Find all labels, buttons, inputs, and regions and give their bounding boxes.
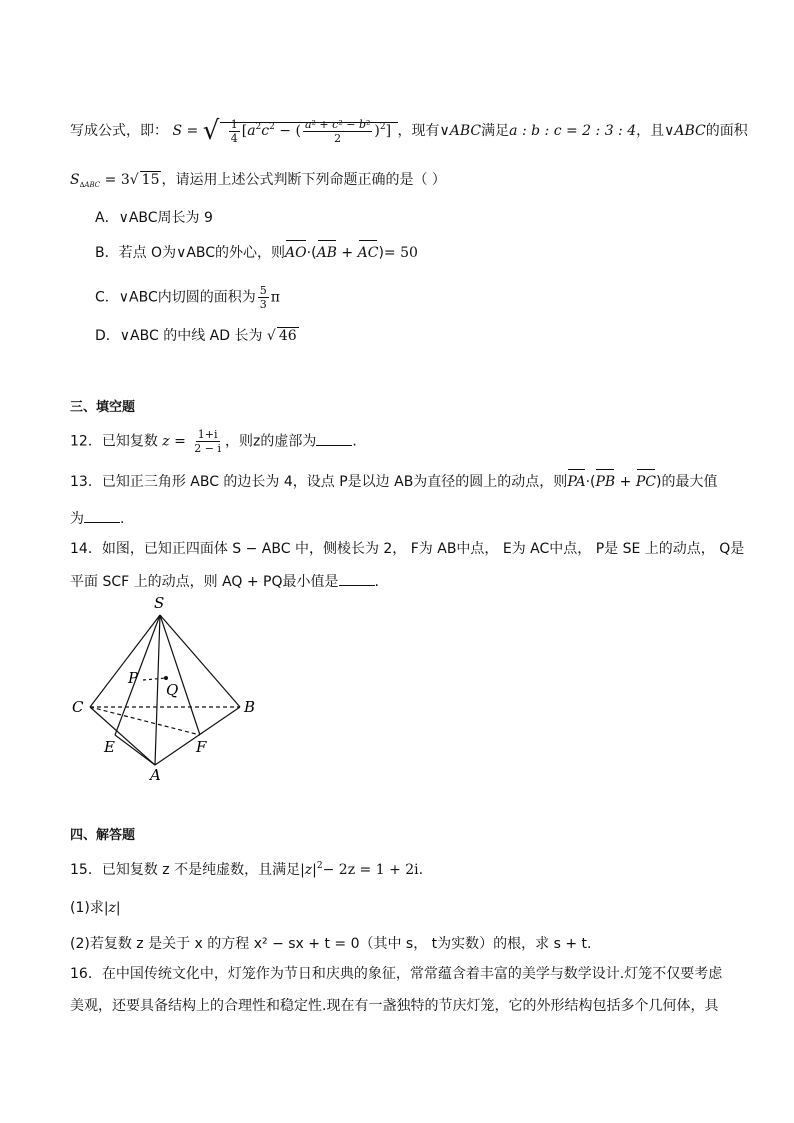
q11-line1 [70,117,748,145]
q16-line1: 16．在中国传统文化中，灯笼作为节日和庆典的象征，常常蕴含着丰富的美学与数学设计.灯笼不仅要考虑 [70,966,723,982]
triangle-symbol-2: ∨ABC [664,123,706,139]
option-b: B．若点 O为∨ABC的外心，则AO·(AB + AC)= 50 [95,245,418,261]
vector-ab: AB [316,245,337,261]
label-b: B [244,698,256,716]
option-c-pi: π [270,289,280,306]
label-a: A [150,766,161,784]
q11-line1-text-d: ，且 [636,123,665,139]
q14-line1: 14．如图，已知正四面体 S − ABC 中，侧棱长为 2， F为 AB中点， E为 AC中点， P是 SE 上的动点， Q是 [70,541,745,557]
q11-line1-text-b: ，现有 [397,123,440,139]
q11-line1-prefix: 写成公式，即： [70,123,168,139]
option-d-radicand: 46 [278,328,297,344]
option-d-text: D．∨ABC 的中线 AD 长为 [95,328,263,344]
label-e: E [104,738,115,756]
option-c [95,284,280,311]
q12-end: . [352,433,357,450]
q14-line2 [70,571,379,592]
q16-line2: 美观，还要具备结构上的合理性和稳定性.现在有一盏独特的节庆灯笼，它的外形结构包括多个几何体，具 [70,998,719,1014]
vector-pa: PA [567,474,586,490]
q14-blank [339,571,375,586]
q13-blank [84,508,120,523]
q15-text: 15．已知复数 z 不是纯虚数，且满足 [70,862,301,878]
option-b-value: = 50 [383,245,418,261]
q11-line1-text-e: 的面积 [705,123,748,139]
q15-part2: (2)若复数 z 是关于 x 的方程 x² − sx + t = 0（其中 s， t为实数）的根，求 s + t. [70,936,592,952]
vector-pb: PB [595,474,616,490]
area-formula: S = √ $\frac{1}{4}$ [$a^2c^2$ − ( $\frac{\text{a² + c² − b²}}{2}$ )$^2$] [172,116,396,146]
q12-text: 12．已知复数 [70,433,158,450]
triangle-symbol: ∨ABC [439,123,482,139]
q13-line1: 13．已知正三角形 ABC 的边长为 4，设点 P是以边 AB为直径的圆上的动点，则PA·(PB + PC)的最大值 [70,474,718,490]
area-label: S [70,172,80,188]
q13-post: 的最大值 [661,474,718,490]
option-c-den: 3 [259,298,267,311]
section-4-title: 四、解答题 [70,828,136,843]
vector-pc: PC [635,474,656,490]
q11-prompt: ，请运用上述公式判断下列命题正确的是（ ） [161,172,446,188]
label-s: S [154,595,165,612]
q13-line2-text: 为 [70,511,84,527]
q11-line2: $S_{\Delta ABC} = 3√$ 15 ，请运用上述公式判断下列命题正确的是（ ） [70,172,446,189]
q12: 12．已知复数 z = $\frac{1+i}{2 - i}$ ，则z的虚部为 . [70,428,357,455]
q15-equation: − 2z = 1 + 2i [322,862,419,878]
area-radicand: 15 [141,172,160,188]
q13-line2 [70,508,124,529]
q15-line1: 15．已知复数 z 不是纯虚数，且满足$|z|^2- 2z = 1 + 2i$. [70,861,424,878]
side-ratio: a : b : c = 2 : 3 : 4 [509,123,637,139]
q12-den: 2 − i [194,442,222,455]
q12-blank [316,431,352,446]
q15-part1-text: (1)求 [70,900,104,916]
q14-end: . [374,574,379,590]
option-d: D．∨ABC 的中线 AD 长为 √ 46 [95,328,297,344]
section-3-title: 三、填空题 [70,400,136,415]
q11-line1-text-c: 满足 [481,123,510,139]
label-p: P [128,669,139,687]
q12-num: 1+i [197,428,218,441]
q12-post: ，则z的虚部为 [225,433,317,450]
vector-ao: AO [285,245,307,261]
label-c: C [72,698,84,716]
area-value: 3 [120,172,130,188]
option-a: A．∨ABC周长为 9 [95,210,213,226]
option-c-text: C．∨ABC内切圆的面积为 [95,289,256,306]
q13-end: . [120,511,125,527]
label-q: Q [166,681,179,699]
tetrahedron-figure [60,595,270,785]
option-c-num: 5 [259,284,267,297]
q13-text: 13．已知正三角形 ABC 的边长为 4，设点 P是以边 AB为直径的圆上的动点，则 [70,474,568,490]
q15-end: . [418,862,424,878]
option-b-text: B．若点 O为∨ABC的外心，则 [95,245,286,261]
vector-ac: AC [357,245,379,261]
q15-part1: (1)求|z| [70,900,121,916]
label-f: F [196,738,207,756]
q14-line2-text: 平面 SCF 上的动点，则 AQ + PQ最小值是 [70,574,339,590]
